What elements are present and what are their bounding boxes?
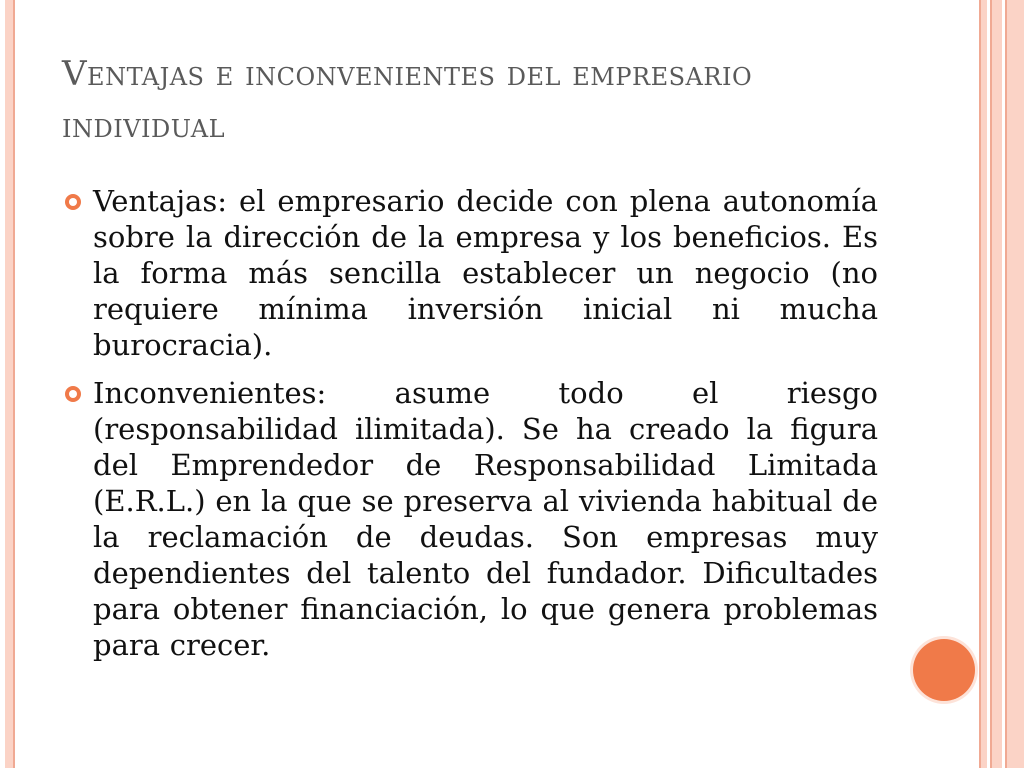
slide-title: Ventajas e inconvenientes del empresario individual	[62, 54, 753, 146]
circle-bullet-icon	[65, 386, 81, 402]
right-decorative-border-2	[990, 0, 1002, 768]
left-decorative-border	[5, 0, 15, 768]
bullet-text: Ventajas: el empresario decide con plena autonomía sobre la dirección de la empresa y los beneficios. Es la forma más sencilla establecer un negocio (no requiere mínima inversión inicial ni mucha burocracia).	[93, 184, 878, 362]
circle-bullet-icon	[65, 194, 81, 210]
bullet-inconvenientes	[62, 375, 878, 663]
right-decorative-border-3	[1005, 0, 1024, 768]
bullet-ventajas	[62, 183, 878, 363]
slide-content	[62, 183, 878, 675]
decorative-circle-icon	[913, 639, 975, 701]
right-decorative-border-1	[979, 0, 987, 768]
bullet-text: Inconvenientes: asume todo el riesgo (responsabilidad ilimitada). Se ha creado la figura del Emprendedor de Responsabilidad Limitada (E.R.L.) en la que se preserva al vivienda habitual de la reclamación de deudas. Son empresas muy dependientes del talento del fundador. Dificultades para obtener financiación, lo que genera problemas para crecer.	[93, 376, 878, 662]
